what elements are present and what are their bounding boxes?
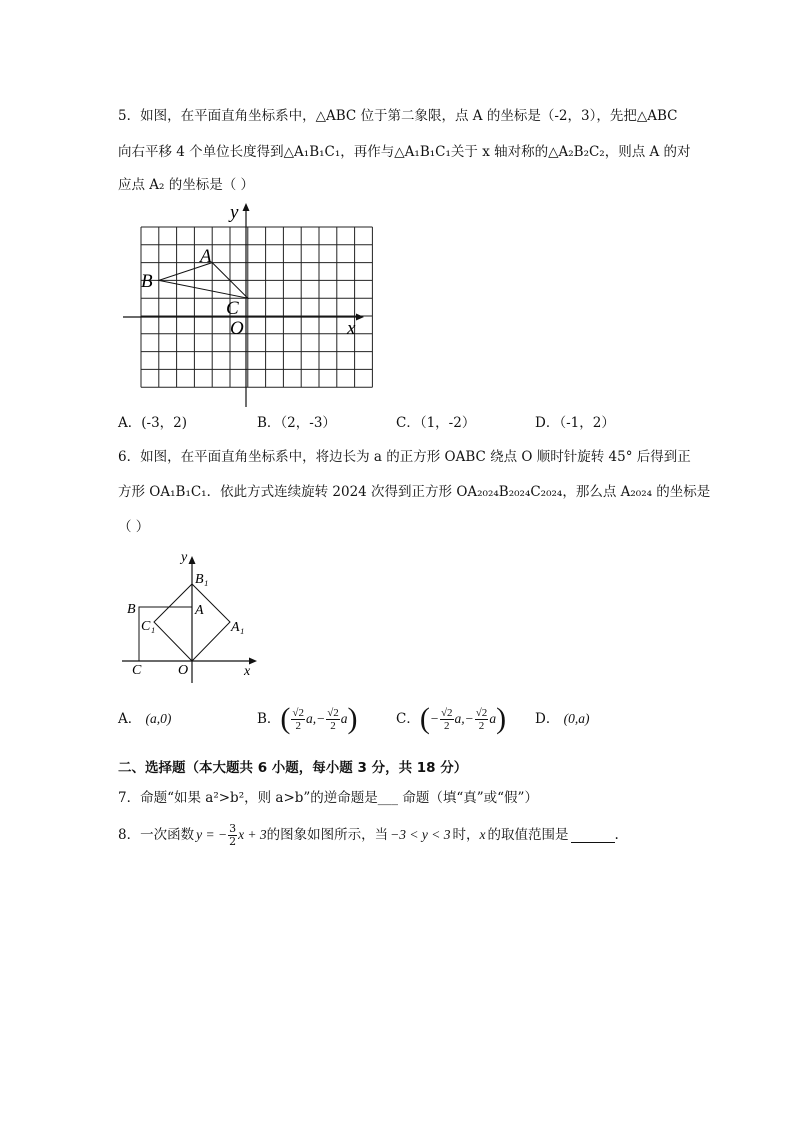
q6-label-a: A [195, 603, 204, 618]
q6-option-c-label: C． [396, 711, 420, 727]
q6-option-a-math: (a,0) [145, 711, 172, 726]
q5-line-3: 应点 A₂ 的坐标是（ ） [118, 177, 255, 193]
q6-label-o: O [178, 663, 189, 678]
q5-option-d[interactable]: D．（-1，2） [535, 415, 615, 431]
q6-label-y: y [181, 550, 188, 565]
q6-b-frac-2-den: 2 [330, 719, 336, 732]
q6-c-frac-1 [440, 707, 454, 732]
q6-option-a-label: A． [118, 711, 142, 727]
q8-line [118, 820, 619, 850]
q5-label-y: y [230, 202, 239, 223]
q6-label-x: x [244, 664, 251, 679]
q6-b-rparen: ) [347, 702, 358, 735]
q6-c-frac-2-num: √2 [475, 706, 488, 719]
q5-label-a: A [200, 246, 212, 267]
q5-label-b: B [141, 271, 153, 292]
q6-b-comma: , [312, 711, 317, 726]
q8-var: x [479, 827, 486, 842]
q8-prefix: 8．一次函数 [118, 827, 195, 843]
q6-c-frac-1-den: 2 [443, 719, 450, 732]
q6-label-b1: B₁ [195, 572, 209, 587]
q8-fraction [228, 823, 237, 848]
q8-func: y = − [196, 827, 228, 842]
q5-line-1: 5．如图，在平面直角坐标系中，△ABC 位于第二象限，点 A 的坐标是（-2，3），先把△ABC [118, 108, 678, 124]
q6-c-lparen: ( [419, 702, 430, 735]
q6-c-minus-2: − [464, 711, 474, 726]
q8-end: . [614, 827, 619, 843]
q6-b-frac-1 [291, 707, 305, 732]
q6-label-a1: A₁ [231, 620, 245, 635]
q5-option-c[interactable]: C．（1，-2） [396, 415, 476, 431]
q6-y-arrow-icon [189, 556, 196, 564]
q6-c-minus-1: − [429, 711, 439, 726]
q6-label-c: C [132, 663, 142, 678]
q8-range: −3 < y < 3 [390, 827, 451, 842]
q6-b-a1: a [305, 711, 313, 726]
q8-middle: 的图象如图所示，当 [266, 827, 389, 843]
q6-option-d-math: (0,a) [563, 711, 590, 726]
q6-option-b[interactable] [257, 698, 358, 740]
q8-func-rest: x + 3 [238, 827, 267, 842]
q6-label-c1: C₁ [141, 619, 156, 634]
q6-c-frac-2-den: 2 [478, 719, 485, 732]
q8-after: 时， [452, 827, 480, 843]
q8-tail: 的取值范围是 [487, 827, 569, 843]
q6-c-frac-2 [475, 707, 489, 732]
q8-frac-num: 3 [229, 821, 237, 835]
q6-option-c-math [420, 704, 506, 734]
q6-b-frac-1-num: √2 [292, 706, 304, 719]
q6-option-c[interactable] [396, 698, 506, 740]
q5-label-o: O [230, 318, 244, 339]
q6-c-rparen: ) [496, 702, 507, 735]
q6-c-comma: , [461, 711, 465, 726]
q6-line-3: （ ） [118, 519, 150, 535]
q6-b-frac-2 [326, 707, 340, 732]
q6-option-b-math [280, 704, 357, 734]
q5-option-a[interactable]: A．(-3，2) [118, 415, 188, 431]
section-2-title: 二、选择题（本大题共 6 小题，每小题 3 分，共 18 分） [118, 760, 468, 776]
q8-answer-blank[interactable] [571, 828, 615, 843]
q5-label-x: x [347, 318, 356, 339]
q6-option-d-label: D． [535, 711, 560, 727]
q6-b-lparen: ( [280, 702, 291, 735]
q6-b-frac-1-den: 2 [295, 719, 301, 732]
q6-b-minus: − [316, 711, 326, 726]
q7-text: 7．命题“如果 a²>b²，则 a>b”的逆命题是___ 命题（填“真”或“假”） [118, 790, 538, 806]
q6-option-d[interactable] [535, 709, 590, 729]
q6-option-a[interactable] [118, 709, 171, 729]
q6-b-a2: a [340, 711, 348, 726]
q6-label-b: B [127, 602, 136, 617]
q5-option-b[interactable]: B．（2，-3） [257, 415, 336, 431]
q6-c-frac-1-num: √2 [440, 706, 453, 719]
q6-line-2: 方形 OA₁B₁C₁．依此方式连续旋转 2024 次得到正方形 OA₂₀₂₄B₂₀₂₄C₂₀₂₄，那么点 A₂₀₂₄ 的坐标是 [118, 484, 711, 500]
q6-c-a1: a [454, 711, 462, 726]
q6-b-frac-2-num: √2 [327, 706, 339, 719]
q5-line-2: 向右平移 4 个单位长度得到△A₁B₁C₁，再作与△A₁B₁C₁关于 x 轴对称的△A₂B₂C₂，则点 A 的对 [118, 144, 691, 160]
q6-line-1: 6．如图，在平面直角坐标系中，将边长为 a 的正方形 OABC 绕点 O 顺时针旋转 45° 后得到正 [118, 449, 691, 465]
q8-frac-den: 2 [229, 834, 237, 848]
q6-c-a2: a [489, 711, 497, 726]
q5-label-c: C [226, 298, 239, 319]
q6-option-b-label: B． [257, 711, 281, 727]
